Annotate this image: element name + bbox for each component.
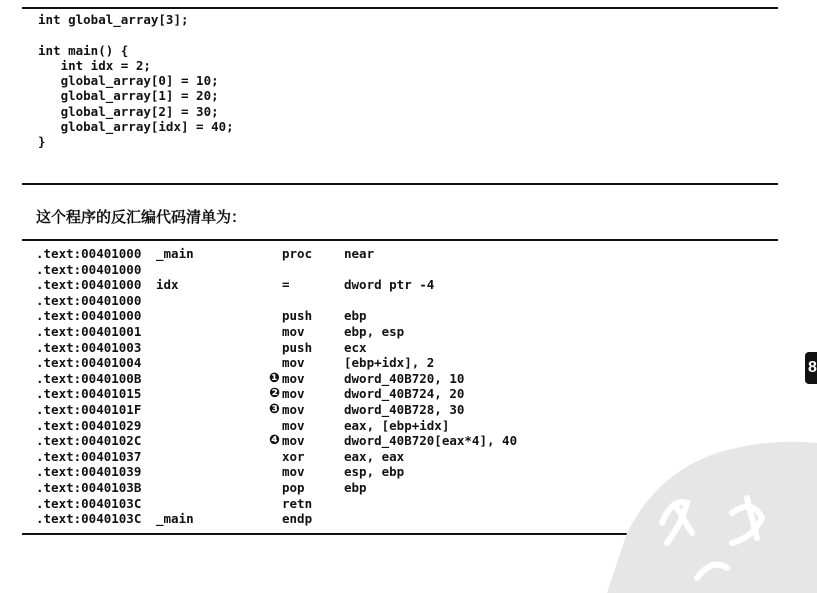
- listing-address: .text:00401015: [36, 386, 142, 402]
- listing-address: .text:00401004: [36, 355, 142, 371]
- listing-marker: ❷: [268, 386, 280, 402]
- listing-label: _main: [156, 511, 194, 527]
- listing-operands: dword ptr -4: [344, 277, 435, 293]
- code-line: int main() {: [38, 42, 129, 58]
- source-top-rule: [22, 7, 778, 9]
- listing-mnemonic: mov: [282, 433, 305, 449]
- listing-operands: esp, ebp: [344, 464, 405, 480]
- listing-operands: ebp, esp: [344, 323, 405, 339]
- listing-mnemonic: =: [282, 277, 290, 293]
- listing-mnemonic: pop: [282, 479, 305, 495]
- source-code-block: [38, 12, 234, 150]
- listing-label: idx: [156, 277, 179, 293]
- source-bottom-rule: [22, 183, 778, 185]
- listing-address: .text:0040102C: [36, 433, 142, 449]
- code-line: int global_array[3];: [38, 12, 189, 27]
- listing-operands: dword_40B728, 30: [344, 401, 465, 417]
- listing-address: .text:0040100B: [36, 370, 142, 386]
- listing-operands: eax, eax: [344, 448, 405, 464]
- listing-marker: ❹: [268, 433, 280, 449]
- listing-address: .text:0040101F: [36, 401, 142, 417]
- listing-operands: dword_40B724, 20: [344, 386, 465, 402]
- listing-operands: dword_40B720, 10: [344, 370, 465, 386]
- listing-address: .text:00401039: [36, 464, 142, 480]
- listing-address: .text:00401037: [36, 448, 142, 464]
- code-line: global_array[0] = 10;: [38, 73, 219, 89]
- listing-mnemonic: proc: [282, 246, 313, 261]
- listing-address: .text:0040103C: [36, 495, 142, 511]
- listing-label: _main: [156, 246, 194, 261]
- listing-address: .text:00401000: [36, 308, 142, 324]
- listing-mnemonic: mov: [282, 464, 305, 480]
- listing-caption: 这个程序的反汇编代码清单为：: [36, 208, 247, 226]
- listing-address: .text:00401000: [36, 261, 142, 277]
- listing-operands: near: [344, 246, 375, 261]
- listing-address: .text:00401000: [36, 292, 142, 308]
- listing-address: .text:00401000: [36, 277, 142, 293]
- watermark-seal: [567, 413, 817, 593]
- code-line: global_array[1] = 20;: [38, 88, 219, 104]
- listing-operands: [ebp+idx], 2: [344, 355, 435, 371]
- listing-top-rule: [22, 239, 778, 241]
- listing-address: .text:00401000: [36, 246, 142, 261]
- listing-operands: dword_40B720[eax*4], 40: [344, 433, 518, 449]
- listing-mnemonic: mov: [282, 401, 305, 417]
- listing-operands: ecx: [344, 339, 367, 355]
- listing-operands: eax, [ebp+idx]: [344, 417, 450, 433]
- code-line: global_array[idx] = 40;: [38, 119, 234, 135]
- chapter-tab: 8: [805, 352, 817, 384]
- listing-mnemonic: mov: [282, 323, 305, 339]
- listing-mnemonic: endp: [282, 511, 313, 527]
- code-line: int idx = 2;: [38, 57, 151, 73]
- listing-address: .text:0040103C: [36, 511, 142, 527]
- listing-marker: ❸: [268, 401, 280, 417]
- listing-operands: ebp: [344, 479, 367, 495]
- listing-address: .text:00401029: [36, 417, 142, 433]
- listing-mnemonic: xor: [282, 448, 305, 464]
- listing-mnemonic: mov: [282, 355, 305, 371]
- listing-mnemonic: mov: [282, 417, 305, 433]
- listing-address: .text:00401001: [36, 323, 142, 339]
- listing-mnemonic: push: [282, 339, 313, 355]
- listing-mnemonic: mov: [282, 370, 305, 386]
- listing-address: .text:00401003: [36, 339, 142, 355]
- listing-operands: ebp: [344, 308, 367, 324]
- listing-mnemonic: push: [282, 308, 313, 324]
- code-line: [38, 27, 234, 42]
- listing-mnemonic: retn: [282, 495, 313, 511]
- code-line: global_array[2] = 30;: [38, 103, 219, 119]
- listing-marker: ❶: [268, 370, 280, 386]
- listing-mnemonic: mov: [282, 386, 305, 402]
- code-line: }: [38, 134, 46, 150]
- listing-address: .text:0040103B: [36, 479, 142, 495]
